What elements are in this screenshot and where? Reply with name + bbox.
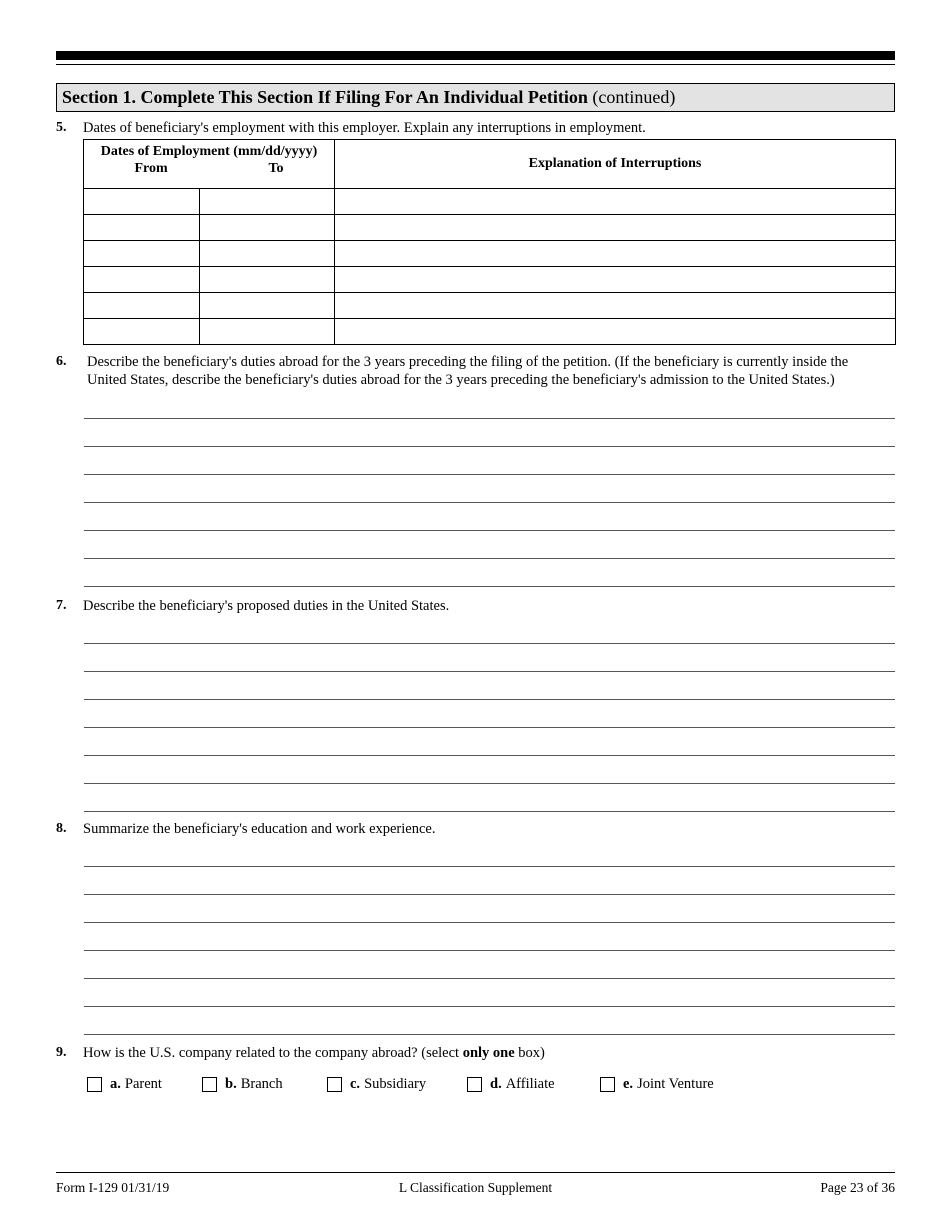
checkbox-parent[interactable] [87, 1077, 102, 1092]
q6-answer-area[interactable] [84, 400, 895, 588]
q7-text: Describe the beneficiary's proposed duties in the United States. [83, 598, 450, 614]
writing-line [84, 530, 895, 531]
explanation-field[interactable] [335, 267, 896, 293]
writing-line [84, 811, 895, 812]
option-letter-b: b. [225, 1075, 237, 1092]
option-letter-c: c. [350, 1075, 361, 1092]
writing-line [84, 755, 895, 756]
from-date-field[interactable] [84, 319, 200, 345]
option-branch[interactable] [202, 1075, 283, 1093]
writing-line [84, 1034, 895, 1035]
section-title-suffix: (continued) [587, 87, 676, 107]
checkbox-affiliate[interactable] [467, 1077, 482, 1092]
table-row [84, 267, 896, 293]
to-date-field[interactable] [200, 267, 335, 293]
footer-title: L Classification Supplement [398, 1180, 553, 1195]
option-label-subsidiary: Subsidiary [364, 1075, 427, 1092]
writing-line [84, 1006, 895, 1007]
option-affiliate[interactable] [467, 1075, 555, 1093]
q6-number: 6. [56, 354, 67, 369]
to-date-field[interactable] [200, 215, 335, 241]
explanation-field[interactable] [335, 189, 896, 215]
from-date-field[interactable] [84, 241, 200, 267]
q7-answer-area[interactable] [84, 625, 895, 813]
header-rule-thin [56, 64, 895, 65]
q9-text-suffix: box) [514, 1045, 545, 1061]
from-date-field[interactable] [84, 267, 200, 293]
writing-line [84, 558, 895, 559]
writing-line [84, 671, 895, 672]
writing-line [84, 783, 895, 784]
option-label-joint-venture: Joint Venture [637, 1075, 714, 1092]
q5-number: 5. [56, 120, 67, 135]
explanation-header: Explanation of Interruptions [335, 140, 896, 189]
q9-text [83, 1044, 545, 1062]
option-letter-d: d. [490, 1075, 502, 1092]
section-title-bold: Section 1. Complete This Section If Filing For An Individual Petition [62, 87, 588, 107]
table-row [84, 293, 896, 319]
q8-text: Summarize the beneficiary's education and work experience. [83, 821, 436, 837]
writing-line [84, 950, 895, 951]
employment-table-header [84, 140, 896, 189]
to-header: To [268, 161, 284, 176]
section-title [62, 87, 675, 108]
writing-line [84, 643, 895, 644]
explanation-field[interactable] [335, 319, 896, 345]
from-date-field[interactable] [84, 293, 200, 319]
to-date-field[interactable] [200, 293, 335, 319]
writing-line [84, 446, 895, 447]
section-header [56, 83, 895, 112]
relationship-options [87, 1075, 787, 1095]
footer-page-number: Page 23 of 36 [820, 1180, 895, 1195]
from-header: From [134, 161, 168, 176]
checkbox-joint-venture[interactable] [600, 1077, 615, 1092]
writing-line [84, 474, 895, 475]
option-parent[interactable] [87, 1075, 162, 1093]
writing-line [84, 418, 895, 419]
footer-rule [56, 1172, 895, 1173]
writing-line [84, 699, 895, 700]
checkbox-branch[interactable] [202, 1077, 217, 1092]
option-subsidiary[interactable] [327, 1075, 426, 1093]
table-row [84, 215, 896, 241]
q8-answer-area[interactable] [84, 848, 895, 1036]
explanation-field[interactable] [335, 215, 896, 241]
dates-of-employment-header [84, 140, 335, 189]
option-joint-venture[interactable] [600, 1075, 714, 1093]
table-row [84, 319, 896, 345]
from-date-field[interactable] [84, 215, 200, 241]
q7-number: 7. [56, 598, 67, 613]
writing-line [84, 586, 895, 587]
option-letter-a: a. [110, 1075, 121, 1092]
writing-line [84, 866, 895, 867]
header-rule-thick [56, 51, 895, 60]
explanation-field[interactable] [335, 293, 896, 319]
employment-table [83, 139, 896, 345]
checkbox-subsidiary[interactable] [327, 1077, 342, 1092]
q8-number: 8. [56, 821, 67, 836]
explanation-field[interactable] [335, 241, 896, 267]
table-row [84, 189, 896, 215]
option-letter-e: e. [623, 1075, 634, 1092]
footer-form-id: Form I-129 01/31/19 [56, 1180, 170, 1195]
q6-text [87, 353, 848, 389]
q9-number: 9. [56, 1045, 67, 1060]
q6-text-line1: Describe the beneficiary's duties abroad for the 3 years preceding the filing of the petition. (If the beneficiary is currently inside the [87, 354, 849, 370]
to-date-field[interactable] [200, 241, 335, 267]
to-date-field[interactable] [200, 319, 335, 345]
dates-header-label: Dates of Employment (mm/dd/yyyy) [100, 144, 318, 159]
to-date-field[interactable] [200, 189, 335, 215]
option-label-parent: Parent [124, 1075, 162, 1092]
writing-line [84, 727, 895, 728]
q6-text-line2: United States, describe the beneficiary's duties abroad for the 3 years preceding the beneficiary's admission to the United States.) [87, 372, 835, 388]
writing-line [84, 502, 895, 503]
from-date-field[interactable] [84, 189, 200, 215]
q9-text-emphasis: only one [462, 1045, 515, 1061]
writing-line [84, 894, 895, 895]
writing-line [84, 922, 895, 923]
writing-line [84, 978, 895, 979]
q9-text-prefix: How is the U.S. company related to the company abroad? (select [83, 1045, 463, 1061]
table-row [84, 241, 896, 267]
option-label-affiliate: Affiliate [505, 1075, 555, 1092]
option-label-branch: Branch [240, 1075, 283, 1092]
q5-text: Dates of beneficiary's employment with this employer. Explain any interruptions in employment. [83, 120, 646, 136]
